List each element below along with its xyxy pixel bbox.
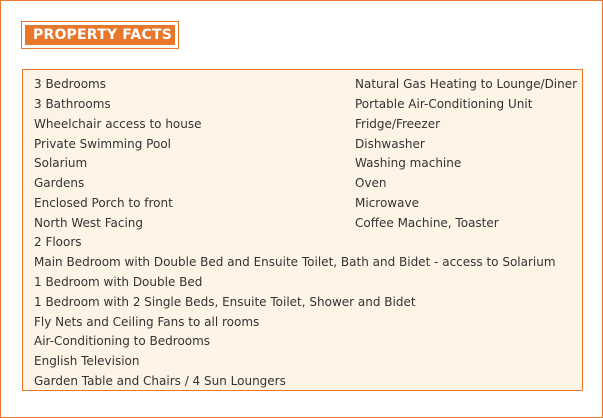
fact-item: North West Facing xyxy=(34,216,144,230)
fact-item: Main Bedroom with Double Bed and Ensuite Toilet, Bath and Bidet - access to Solarium xyxy=(34,255,556,269)
fact-item: Private Swimming Pool xyxy=(34,137,171,151)
fact-item: Solarium xyxy=(34,156,88,170)
amenity-item: Natural Gas Heating to Lounge/Diner xyxy=(355,77,578,91)
section-title: PROPERTY FACTS xyxy=(25,25,175,45)
fact-item: Gardens xyxy=(34,176,85,190)
amenity-item: Microwave xyxy=(355,196,419,210)
fact-item: 1 Bedroom with 2 Single Beds, Ensuite Toilet, Shower and Bidet xyxy=(34,295,416,309)
property-facts-list xyxy=(22,69,583,391)
section-header-tab xyxy=(21,21,179,49)
fact-item: Wheelchair access to house xyxy=(34,117,202,131)
fact-item: 3 Bedrooms xyxy=(34,77,106,91)
fact-item: Air-Conditioning to Bedrooms xyxy=(34,334,211,348)
amenity-item: Oven xyxy=(355,176,387,190)
amenity-item: Portable Air-Conditioning Unit xyxy=(355,97,533,111)
fact-item: Enclosed Porch to front xyxy=(34,196,173,210)
fact-item: 1 Bedroom with Double Bed xyxy=(34,275,203,289)
amenity-item: Dishwasher xyxy=(355,137,425,151)
fact-item: English Television xyxy=(34,354,140,368)
amenity-item: Washing machine xyxy=(355,156,462,170)
amenity-item: Fridge/Freezer xyxy=(355,117,441,131)
amenity-item: Coffee Machine, Toaster xyxy=(355,216,499,230)
fact-item: Fly Nets and Ceiling Fans to all rooms xyxy=(34,315,260,329)
fact-item: 2 Floors xyxy=(34,235,82,249)
fact-item: 3 Bathrooms xyxy=(34,97,111,111)
fact-item: Garden Table and Chairs / 4 Sun Loungers xyxy=(34,374,286,388)
